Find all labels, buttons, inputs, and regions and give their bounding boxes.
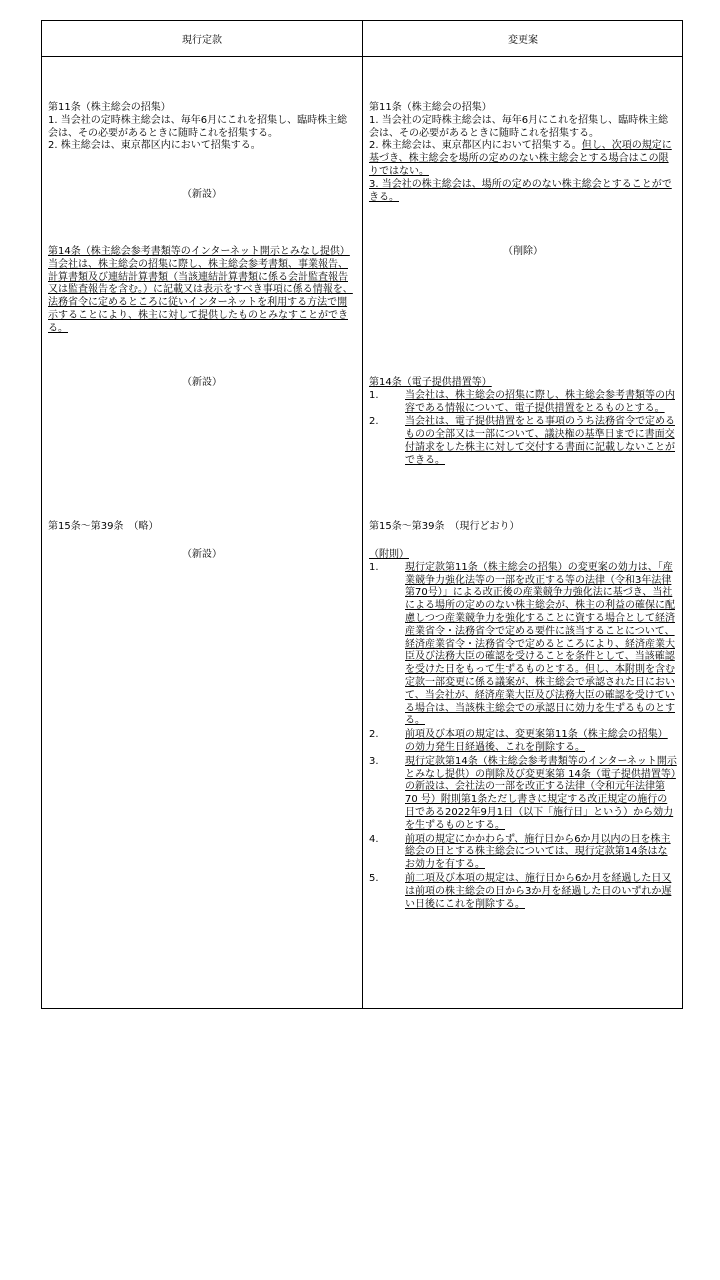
left-new-marker-3: （新設） — [182, 549, 222, 560]
header-current-articles: 現行定款 — [182, 35, 222, 46]
list-item — [369, 873, 677, 911]
right-articles-15-39: 第15条～第39条 （現行どおり） — [369, 521, 520, 532]
item-number: 2. — [369, 729, 379, 741]
left-articles-15-39: 第15条～第39条 （略） — [48, 521, 159, 532]
header-proposed-amendment: 変更案 — [508, 35, 538, 46]
list-item — [369, 416, 677, 467]
left-art11-para2: 2. 株主総会は、東京都区内において招集する。 — [48, 140, 261, 152]
right-art11-para2-current: 2. 株主総会は、東京都区内において招集する。 — [369, 140, 582, 152]
item-number: 4. — [369, 833, 379, 845]
list-item — [369, 390, 677, 416]
right-art11-title: 第11条（株主総会の招集） — [369, 102, 492, 113]
left-article-14 — [48, 246, 356, 336]
right-art11-para2-added: 但し、次項の規定に基づき、株主総会を場所の定めのない株主総会とする場合はこの限りではない。 — [369, 140, 672, 177]
left-new-marker-1: （新設） — [182, 189, 222, 200]
left-art11-title: 第11条（株主総会の招集） — [48, 102, 171, 113]
item-text: 前項の規定にかかわらず、施行日から6か月以内の日を株主総会の日とする株主総会については、現行定款第14条はなお効力を有する。 — [405, 833, 671, 871]
item-number: 5. — [369, 872, 379, 884]
left-new-marker-2: （新設） — [182, 377, 222, 388]
item-text: 現行定款第14条（株主総会参考書類等のインターネット開示とみなし提供）の削除及び変更案第 14条（電子提供措置等）の新設は、会社法の一部を改正する法律（令和元年法律第 70 号）附則第1条ただし書きに規定する改正規定の施行の日である2022年9月1日（以下「施行日」という）から効力を生ずるものとする。 — [405, 755, 677, 831]
right-deleted-marker: （削除） — [503, 246, 543, 257]
left-art11-para1: 1. 当会社の定時株主総会は、毎年6月にこれを招集し、臨時株主総会は、その必要があるときに随時これを招集する。 — [48, 114, 348, 139]
item-text: 当会社は、株主総会の招集に際し、株主総会参考書類等の内容である情報について、電子提供措置をとるものとする。 — [405, 389, 675, 414]
right-art14-title: 第14条（電子提供措置等） — [369, 377, 492, 388]
left-article-11 — [48, 102, 356, 153]
list-item — [369, 729, 677, 755]
left-art14-title: 第14条（株主総会参考書類等のインターネット開示とみなし提供） — [48, 246, 350, 257]
proposed-amendment-column — [363, 57, 683, 1008]
item-number: 2. — [369, 416, 379, 428]
right-article-14 — [369, 377, 677, 468]
item-number: 1. — [369, 561, 379, 573]
list-item — [369, 562, 677, 728]
item-text: 前項及び本項の規定は、変更案第11条（株主総会の招集）の効力発生日経過後、これを削除する。 — [405, 729, 668, 753]
amendment-comparison-table — [41, 20, 683, 1009]
left-art14-body: 当会社は、株主総会の招集に際し、株主総会参考書類、事業報告、計算書類及び連結計算書類（当該連結計算書類に係る会計監査報告又は監査報告を含む。）に記載又は表示をすべき事項に係る情報を、法務省令に定めるところに従いインターネットを利用する方法で開示することにより、株主に対して提供したものとみなすことができる。 — [48, 258, 353, 334]
supp-title: （附則） — [369, 549, 409, 560]
right-art11-para3: 3. 当会社の株主総会は、場所の定めのない株主総会とすることができる。 — [369, 178, 672, 203]
item-text: 現行定款第11条（株主総会の招集）の変更案の効力は、「産業競争力強化法等の一部を改正する等の法律（令和3年法律第70号）」による改正後の産業競争力強化法に基づき、当社による場所の定めのない株主総会が、株主の利益の確保に配慮しつつ産業競争力を強化することに資する場合として経済産業省令・法務省令で定める要件に該当することについて、経済産業省令・法務省令で定めるところにより、経済産業大臣及び法務大臣の確認を受けることを条件として、当該確認を受けた日をもって生ずるものとする。但し、本附則を含む定款一部変更に係る議案が、株主総会で承認された日において、当会社が、経済産業大臣及び法務大臣の確認を受けている場合は、当該株主総会での承認日に効力を生ずるものとする。 — [405, 561, 675, 727]
list-item — [369, 756, 677, 833]
item-number: 1. — [369, 389, 379, 401]
item-text: 前二項及び本項の規定は、施行日から6か月を経過した日又は前項の株主総会の日から3か月を経過した日のいずれか遅い日後にこれを削除する。 — [405, 872, 672, 910]
current-articles-column — [42, 57, 362, 1008]
item-text: 当会社は、電子提供措置をとる事項のうち法務省令で定めるものの全部又は一部について、議決権の基準日までに書面交付請求をした株主に対して交付する書面に記載しないことができる。 — [405, 416, 675, 466]
list-item — [369, 834, 677, 872]
right-art11-para1: 1. 当会社の定時株主総会は、毎年6月にこれを招集し、臨時株主総会は、その必要があるときに随時これを招集する。 — [369, 114, 669, 139]
right-supplementary-provisions — [369, 549, 677, 911]
right-article-11 — [369, 102, 677, 204]
item-number: 3. — [369, 755, 379, 767]
right-art11-para2 — [369, 140, 677, 178]
